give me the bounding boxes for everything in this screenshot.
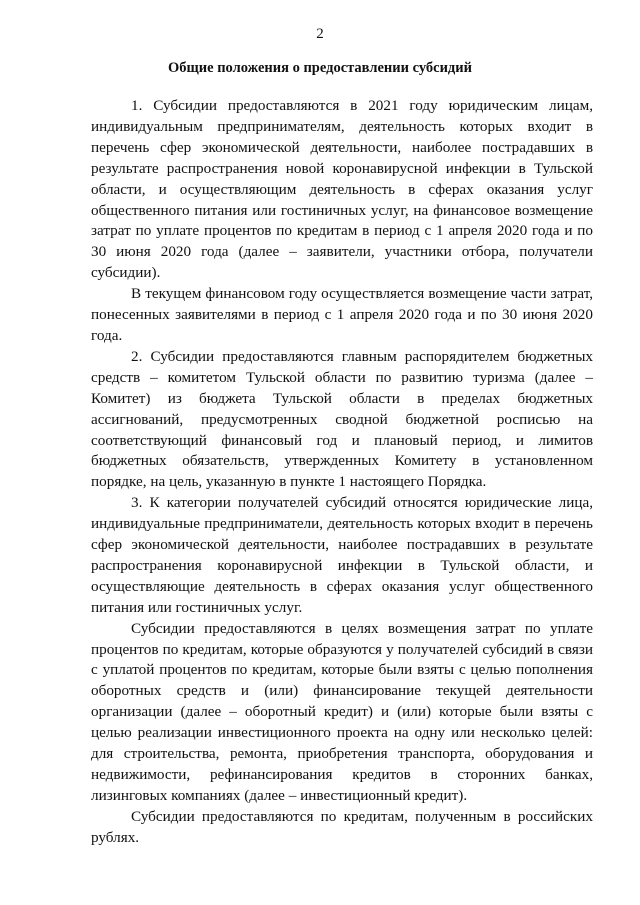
page-number: 2 bbox=[316, 26, 324, 42]
paragraph-4: 3. К категории получателей субсидий относятся юридические лица, индивидуальные предприниматели, деятельность которых входит в перечень сфер экономической деятельности, наиболее пострадавших в результате распространения коронавирусной инфекции в Тульской области, и осуществляющие деятельность в сферах оказания услуг общественного питания или гостиничных услуг. bbox=[91, 494, 593, 616]
paragraph-2: В текущем финансовом году осуществляется возмещение части затрат, понесенных заявителями в период с 1 апреля 2020 года и по 30 июня 2020 года. bbox=[91, 285, 593, 344]
section-title: Общие положения о предоставлении субсидий bbox=[168, 60, 472, 76]
paragraph-1: 1. Субсидии предоставляются в 2021 году юридическим лицам, индивидуальным предпринимателям, деятельность которых входит в перечень сфер экономической деятельности, наиболее пострадавших в результате распространения новой коронавирусной инфекции в Тульской области, и осуществляющим деятельность в сферах оказания услуг общественного питания или гостиничных услуг, на финансовое возмещение затрат по уплате процентов по кредитам в период с 1 апреля 2020 года и по 30 июня 2020 года (далее – заявители, участники отбора, получатели субсидии). bbox=[91, 97, 593, 282]
paragraph-5: Субсидии предоставляются в целях возмещения затрат по уплате процентов по кредитам, которые образуются у получателей субсидий в связи с уплатой процентов по кредитам, которые были взяты с целью пополнения оборотных средств и (или) финансирование текущей деятельности организации (далее – оборотный кредит) и (или) которые были взяты с целью реализации инвестиционного проекта на одну или несколько целей: для строительства, ремонта, приобретения транспорта, оборудования и недвижимости, рефинансирования кредитов в сторонних банках, лизинговых компаниях (далее – инвестиционный кредит). bbox=[91, 619, 593, 804]
paragraph-6: Субсидии предоставляются по кредитам, полученным в российских рублях. bbox=[91, 807, 593, 846]
document-body bbox=[91, 96, 593, 849]
paragraph-3: 2. Субсидии предоставляются главным распорядителем бюджетных средств – комитетом Тульской области по развитию туризма (далее – Комитет) из бюджета Тульской области в пределах бюджетных ассигнований, предусмотренных сводной бюджетной росписью на соответствующий финансовый год и плановый период, и лимитов бюджетных обязательств, утвержденных Комитету в установленном порядке, на цель, указанную в пункте 1 настоящего Порядка. bbox=[91, 347, 593, 491]
